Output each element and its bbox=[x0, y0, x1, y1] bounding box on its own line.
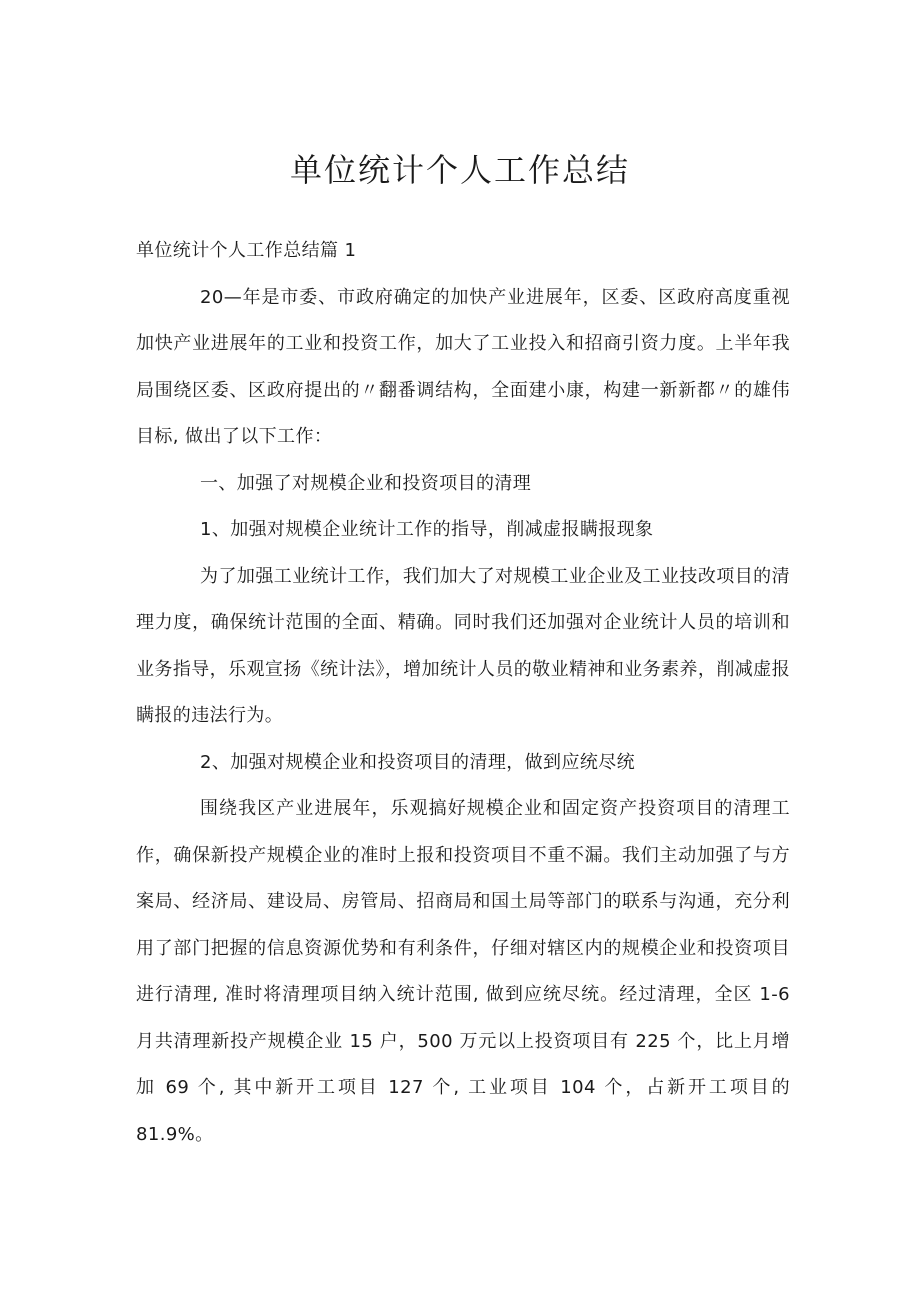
heading-section-1: 一、加强了对规模企业和投资项目的清理 bbox=[200, 472, 532, 494]
section-label: 单位统计个人工作总结篇 1 bbox=[136, 240, 357, 261]
document-body bbox=[136, 228, 790, 1158]
paragraph-intro: 20—年是市委、市政府确定的加快产业进展年，区委、区政府高度重视加快产业进展年的工业和投资工作，加大了工业投入和招商引资力度。上半年我局围绕区委、区政府提出的〃翻番调结构，全面建小康，构建一新新都〃的雄伟目标, 做出了以下工作： bbox=[136, 286, 790, 447]
page-title: 单位统计个人工作总结 bbox=[289, 151, 630, 189]
paragraph-subsection-1: 为了加强工业统计工作，我们加大了对规模工业企业及工业技改项目的清理力度，确保统计范围的全面、精确。同时我们还加强对企业统计人员的培训和业务指导，乐观宣扬《统计法》，增加统计人员的敬业精神和业务素养，削减虚报瞒报的违法行为。 bbox=[136, 565, 790, 726]
heading-subsection-2: 2、加强对规模企业和投资项目的清理，做到应统尽统 bbox=[200, 751, 636, 773]
heading-subsection-1: 1、加强对规模企业统计工作的指导，削减虚报瞒报现象 bbox=[200, 519, 654, 540]
paragraph-subsection-2: 围绕我区产业进展年，乐观搞好规模企业和固定资产投资项目的清理工作，确保新投产规模企业的准时上报和投资项目不重不漏。我们主动加强了与方案局、经济局、建设局、房管局、招商局和国土局等部门的联系与沟通，充分利用了部门把握的信息资源优势和有利条件，仔细对辖区内的规模企业和投资项目进行清理, 准时将清理项目纳入统计范围, 做到应统尽统。经过清理，全区 1-6 月共清理新投产规模企业 15 户，500 万元以上投资项目有 225 个，比上月增加 69 个, 其中新开工项目 127 个, 工业项目 104 个，占新开工项目的 81.9%。 bbox=[136, 798, 790, 1145]
